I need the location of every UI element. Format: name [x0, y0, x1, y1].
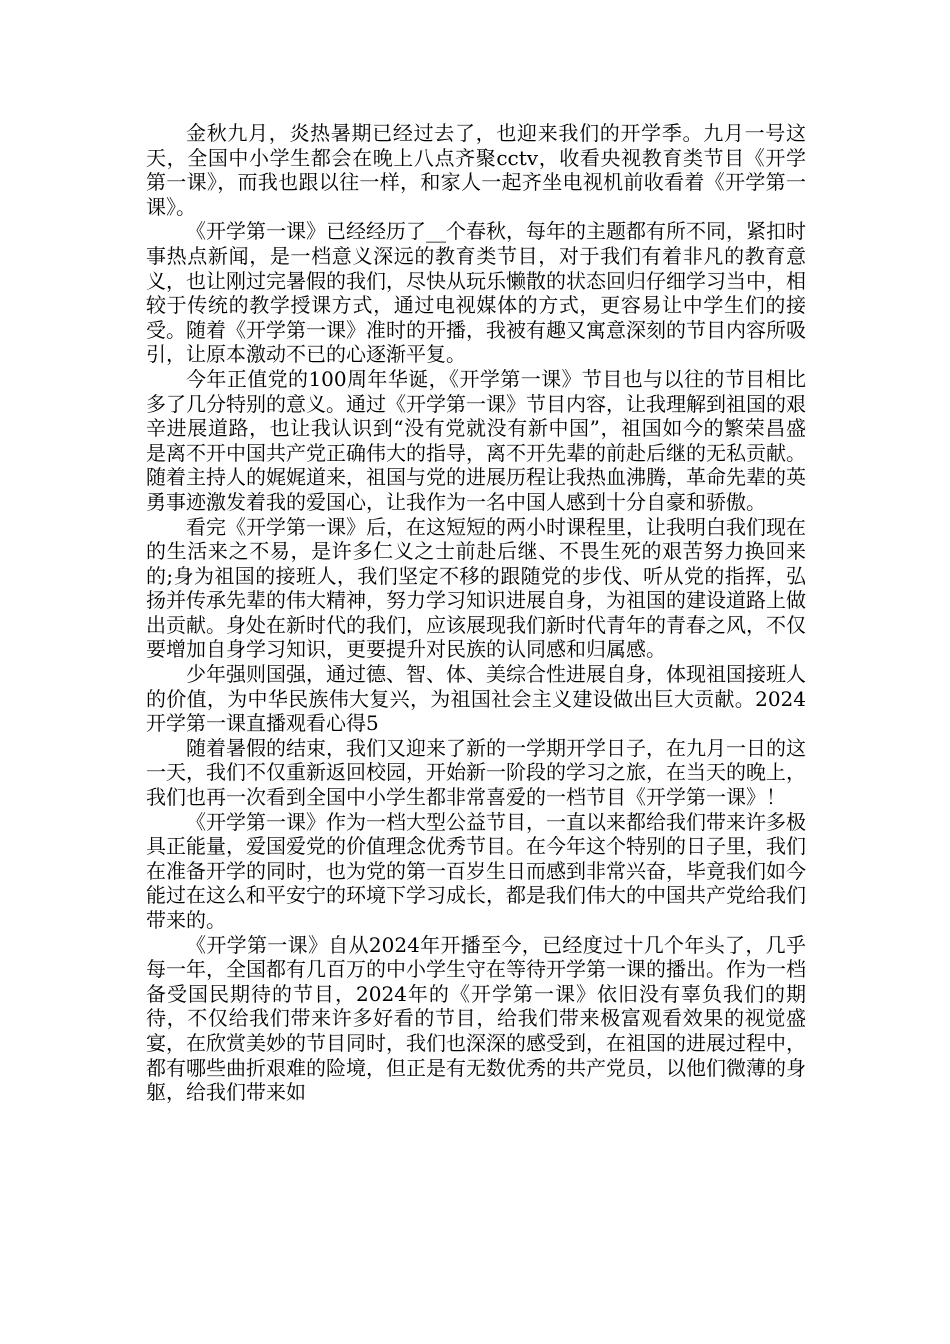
paragraph: 少年强则国强，通过德、智、体、美综合性进展自身，体现祖国接班人的价值，为中华民族伟大复兴，为祖国社会主义建设做出巨大贡献。2024开学第一课直播观看心得5 [146, 662, 806, 736]
paragraph: 《开学第一课》已经经历了__个春秋，每年的主题都有所不同，紧扣时事热点新闻，是一档意义深远的教育类节目，对于我们有着非凡的教育意义，也让刚过完暑假的我们，尽快从玩乐懒散的状态回归仔细学习当中，相较于传统的教学授课方式，通过电视媒体的方式，更容易让中学生们的接受。随着《开学第一课》准时的开播，我被有趣又寓意深刻的节目内容所吸引，让原本激动不已的心逐渐平复。 [146, 219, 806, 367]
paragraph: 金秋九月，炎热暑期已经过去了，也迎来我们的开学季。九月一号这天，全国中小学生都会在晚上八点齐聚cctv，收看央视教育类节目《开学第一课》，而我也跟以往一样，和家人一起齐坐电视机前收看着《开学第一课》。 [146, 121, 806, 219]
paragraph: 看完《开学第一课》后，在这短短的两小时课程里，让我明白我们现在的生活来之不易，是许多仁义之士前赴后继、不畏生死的艰苦努力换回来的;身为祖国的接班人，我们坚定不移的跟随党的步伐、听从党的指挥，弘扬并传承先辈的伟大精神，努力学习知识进展自身，为祖国的建设道路上做出贡献。身处在新时代的我们，应该展现我们新时代青年的青春之风，不仅要增加自身学习知识，更要提升对民族的认同感和归属感。 [146, 514, 806, 662]
paragraph: 随着暑假的结束，我们又迎来了新的一学期开学日子，在九月一日的这一天，我们不仅重新返回校园，开始新一阶段的学习之旅，在当天的晚上，我们也再一次看到全国中小学生都非常喜爱的一档节目《开学第一课》！ [146, 735, 806, 810]
paragraph: 今年正值党的100周年华诞，《开学第一课》节目也与以往的节目相比多了几分特别的意义。通过《开学第一课》节目内容，让我理解到祖国的艰辛进展道路，也让我认识到“没有党就没有新中国”，祖国如今的繁荣昌盛是离不开中国共产党正确伟大的指导，离不开先辈的前赴后继的无私贡献。随着主持人的娓娓道来，祖国与党的进展历程让我热血沸腾，革命先辈的英勇事迹激发着我的爱国心，让我作为一名中国人感到十分自豪和骄傲。 [146, 366, 806, 514]
paragraph: 《开学第一课》自从2024年开播至今，已经度过十几个年头了，几乎每一年，全国都有几百万的中小学生守在等待开学第一课的播出。作为一档备受国民期待的节目，2024年的《开学第一课》依旧没有辜负我们的期待，不仅给我们带来许多好看的节目，给我们带来极富观看效果的视觉盛宴，在欣赏美妙的节目同时，我们也深深的感受到，在祖国的进展过程中，都有哪些曲折艰难的险境，但正是有无数优秀的共产党员，以他们微薄的身躯，给我们带来如 [146, 932, 806, 1105]
document-body [146, 121, 806, 1105]
paragraph: 《开学第一课》作为一档大型公益节目，一直以来都给我们带来许多极具正能量，爱国爱党的价值理念优秀节目。在今年这个特别的日子里，我们在准备开学的同时，也为党的第一百岁生日而感到非常兴奋，毕竟我们如今能过在这么和平安宁的环境下学习成长，都是我们伟大的中国共产党给我们带来的。 [146, 809, 806, 932]
